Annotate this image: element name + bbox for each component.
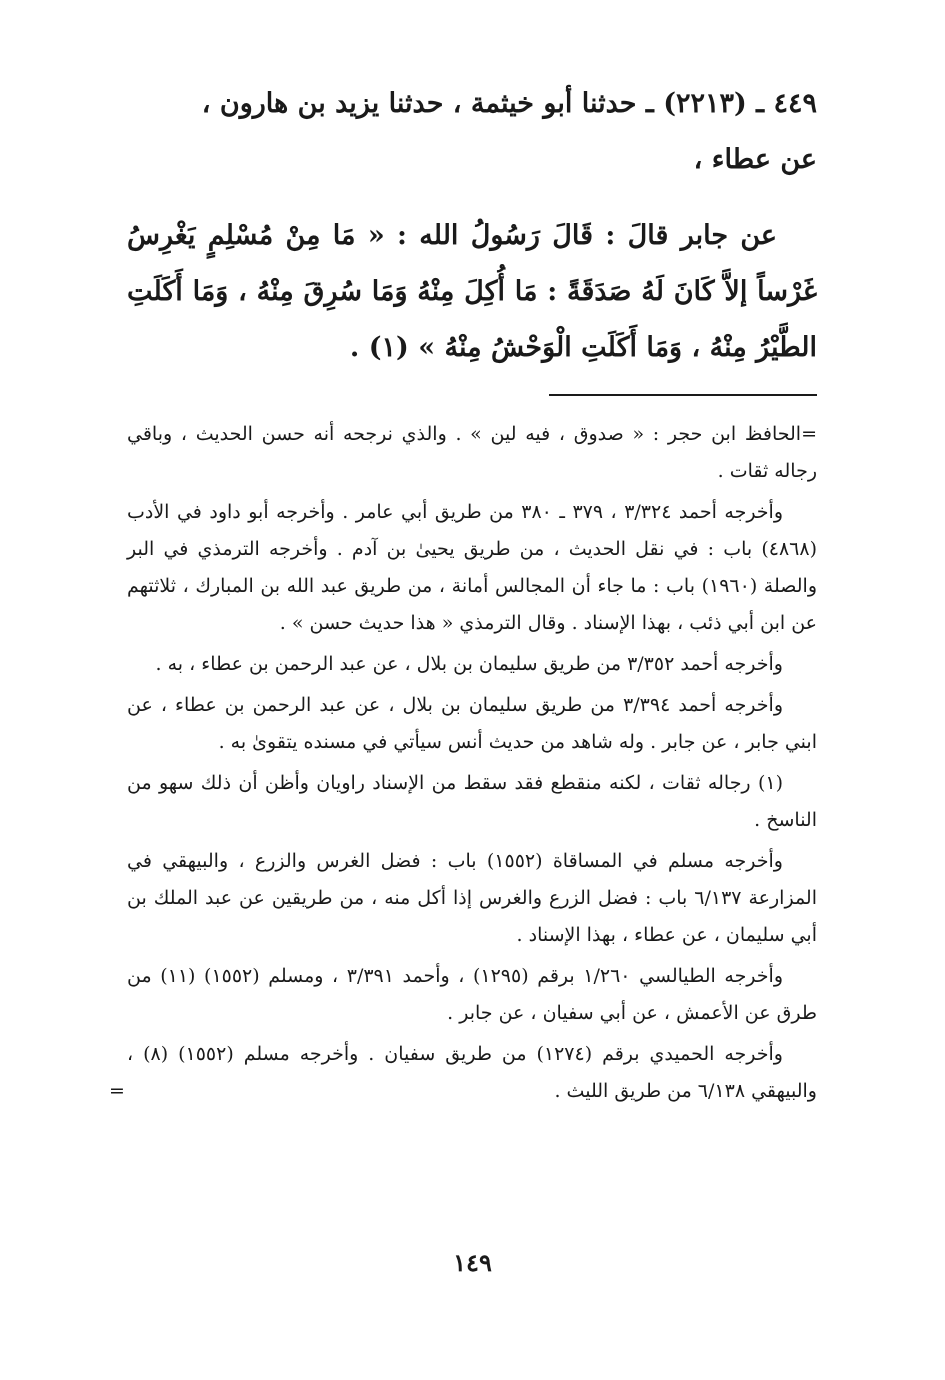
page-number: ١٤٩ [453,1248,492,1277]
continuation-marker: = [801,423,817,445]
trailing-continuation-marker: = [109,1080,125,1102]
footnote-paragraph: وأخرجه أحمد ٣/٣٢٤ ، ٣٧٩ ـ ٣٨٠ من طريق أبي عامر . وأخرجه أبو داود في الأدب (٤٨٦٨) باب : في نقل الحديث ، من طريق يحيىٰ بن آدم . وأخرجه الترمذي في البر والصلة (١٩٦٠) باب : ما جاء أن المجالس أمانة ، من طريق عبد الله بن المبارك ، ثلاثتهم عن ابن أبي ذئب ، بهذا الإسناد . وقال الترمذي « هذا حديث حسن » . [127,501,817,634]
footnote-divider [549,394,817,396]
footnote-continued: الحافظ ابن حجر : « صدوق ، فيه لين » . والذي نرجحه أنه حسن الحديث ، وباقي رجاله ثقات . [127,423,817,482]
hadith-text: عن جابر قالَ : قَالَ رَسُولُ الله : « مَا مِنْ مُسْلِمٍ يَغْرِسُ غَرْساً إلاَّ كَانَ لَهُ صَدَقَةً : مَا أُكِلَ مِنْهُ وَمَا سُرِقَ مِنْهُ ، وَمَا أَكَلَتِ الطَّيْرُ مِنْهُ ، وَمَا أَكَلَتِ الْوَحْشُ مِنْهُ » (١) . [127,220,817,363]
footnote-paragraph: وأخرجه الطيالسي ١/٢٦٠ برقم (١٢٩٥) ، وأحمد ٣/٣٩١ ، ومسلم (١٥٥٢) (١١) من طرق عن الأعمش ، عن أبي سفيان ، عن جابر . [127,965,817,1024]
hadith-matn [127,208,817,376]
isnad-line-2: عن عطاء ، [693,144,817,175]
footnote-paragraph: وأخرجه أحمد ٣/٣٩٤ من طريق سليمان بن بلال ، عن عبد الرحمن بن عطاء ، عن ابني جابر ، عن جابر . وله شاهد من حديث أنس سيأتي في مسنده يتقوىٰ به . [127,694,817,753]
isnad-line-1: ٤٤٩ ـ (٢٢١٣) ـ حدثنا أبو خيثمة ، حدثنا يزيد بن هارون ، [201,88,817,119]
footnotes [109,416,817,1114]
footnote-paragraph: وأخرجه أحمد ٣/٣٥٢ من طريق سليمان بن بلال ، عن عبد الرحمن بن عطاء ، به . [155,653,783,675]
footnote-1: (١) رجاله ثقات ، لكنه منقطع فقد سقط من الإسناد راويان وأظن أن ذلك سهو من الناسخ . [127,772,817,831]
footnote-paragraph: وأخرجه مسلم في المساقاة (١٥٥٢) باب : فضل الغرس والزرع ، والبيهقي في المزارعة ٦/١٣٧ باب : فضل الزرع والغرس إذا أكل منه ، من طريقين عن عبد الملك بن أبي سليمان ، عن عطاء ، بهذا الإسناد . [127,850,817,946]
hadith-header [127,76,817,188]
footnote-paragraph: وأخرجه الحميدي برقم (١٢٧٤) من طريق سفيان . وأخرجه مسلم (١٥٥٢) (٨) ، والبيهقي ٦/١٣٨ من طريق الليث . [127,1043,817,1102]
